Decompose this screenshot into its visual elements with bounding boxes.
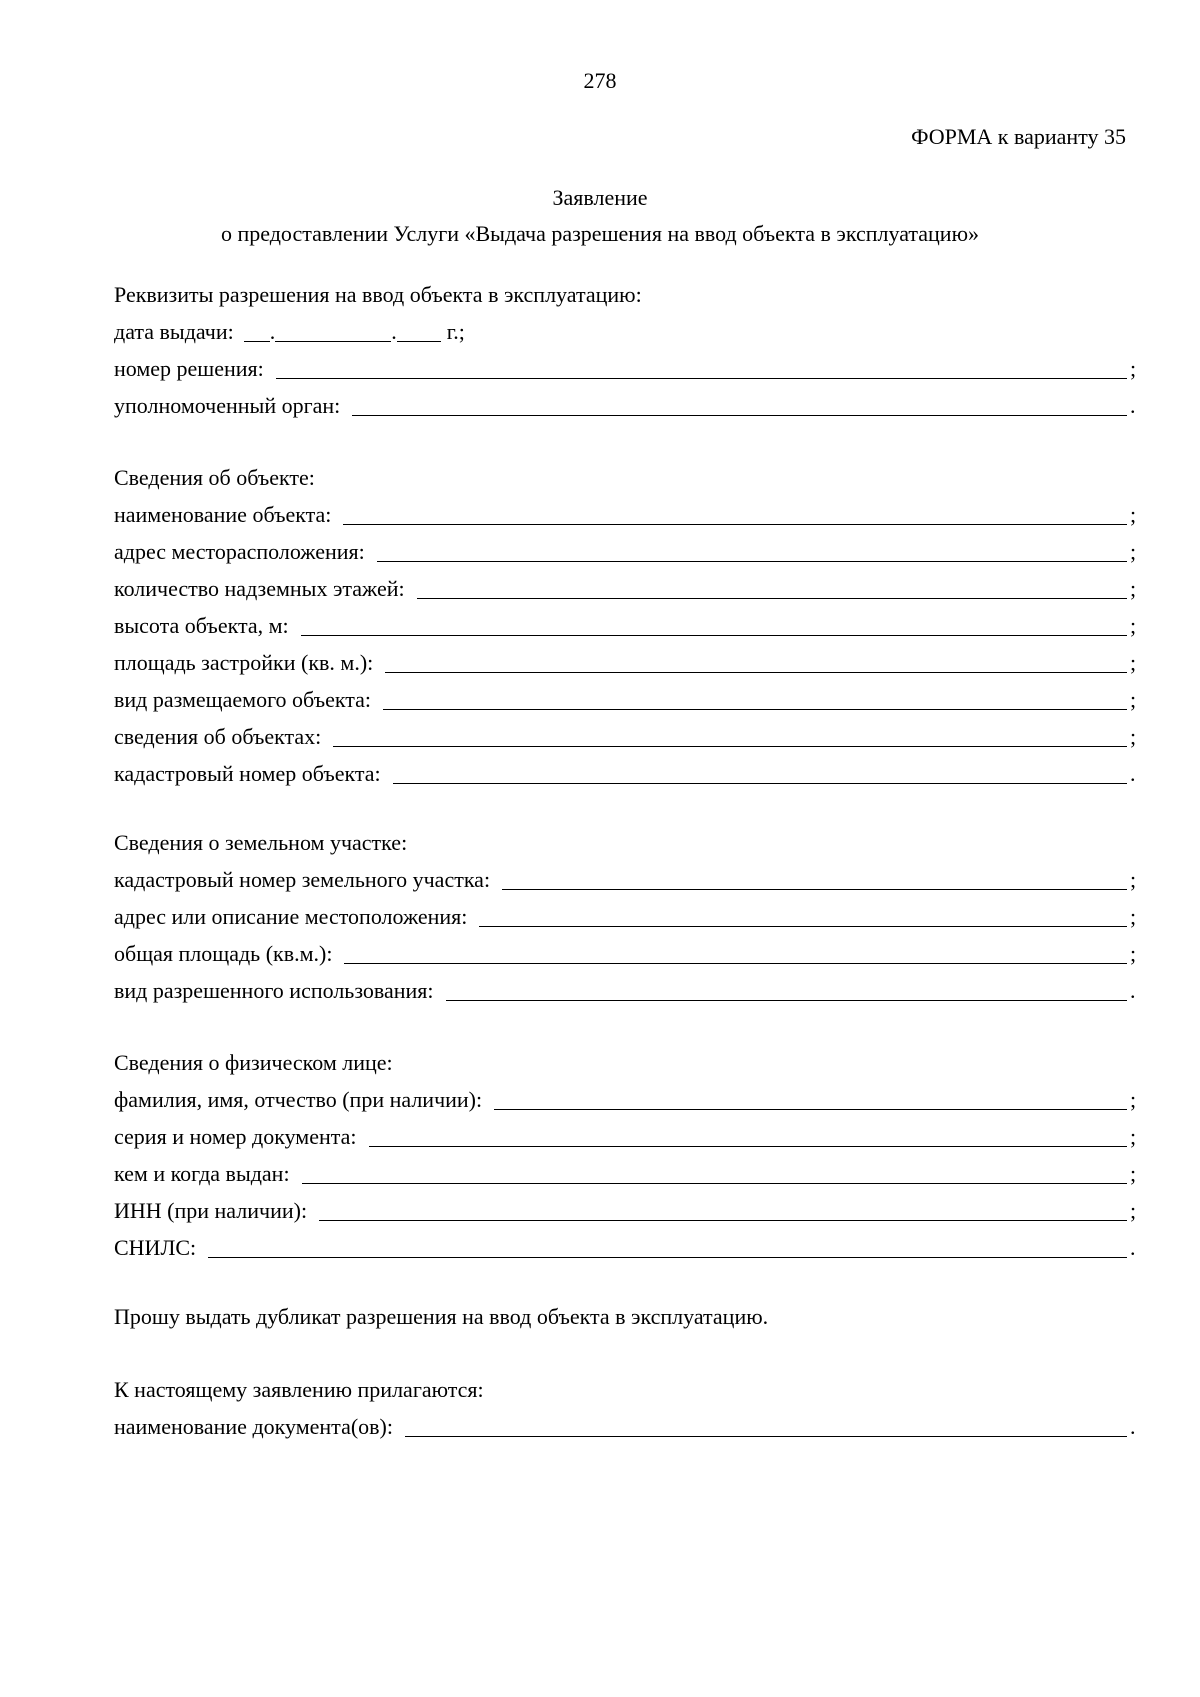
field-terminator: ; (1130, 613, 1137, 638)
fill-in-field[interactable] (385, 645, 1127, 673)
land-section (114, 825, 1140, 1009)
field-label: кадастровый номер объекта: (114, 761, 381, 786)
person-section (114, 1045, 1140, 1266)
field-terminator: . (1130, 1235, 1136, 1260)
attachments-section (114, 1372, 1140, 1445)
field-terminator: ; (1130, 650, 1137, 675)
field-label: наименование объекта: (114, 502, 332, 527)
fill-in-field[interactable] (333, 719, 1127, 747)
field-terminator: ; (1130, 724, 1137, 749)
issue-date-label: дата выдачи: (114, 319, 234, 344)
date-separator: . (269, 319, 276, 344)
person-heading: Сведения о физическом лице: (114, 1050, 393, 1075)
fill-in-field[interactable] (377, 534, 1127, 562)
field-label: кадастровый номер земельного участка: (114, 867, 491, 892)
field-terminator: ; (1130, 356, 1137, 381)
field-terminator: . (1130, 393, 1136, 418)
fill-in-field[interactable] (344, 936, 1127, 964)
form-row (114, 935, 1140, 972)
form-row (114, 755, 1140, 792)
field-terminator: . (1130, 761, 1136, 786)
field-label: уполномоченный орган: (114, 393, 341, 418)
form-row (114, 1192, 1140, 1229)
field-label: количество надземных этажей: (114, 576, 405, 601)
field-label: вид размещаемого объекта: (114, 687, 371, 712)
form-row (114, 718, 1140, 755)
form-row (114, 570, 1140, 607)
document-title (0, 180, 1200, 252)
fill-in-field[interactable] (319, 1193, 1127, 1221)
land-fields (114, 861, 1140, 1009)
field-terminator: ; (1130, 867, 1137, 892)
field-terminator: ; (1130, 904, 1137, 929)
form-row (114, 861, 1140, 898)
field-label: адрес месторасположения: (114, 539, 365, 564)
field-label: высота объекта, м: (114, 613, 289, 638)
field-terminator: . (1130, 1414, 1136, 1439)
fill-in-field[interactable] (301, 608, 1127, 636)
issue-date-year-field[interactable] (397, 314, 441, 342)
fill-in-field[interactable] (479, 899, 1127, 927)
form-row (114, 1229, 1140, 1266)
issue-date-month-field[interactable] (275, 314, 391, 342)
fill-in-field[interactable] (417, 571, 1127, 599)
fill-in-field[interactable] (343, 497, 1127, 525)
year-suffix: г.; (446, 319, 465, 344)
decision-number-field[interactable] (276, 351, 1127, 379)
form-row (114, 350, 1140, 387)
field-label: площадь застройки (кв. м.): (114, 650, 374, 675)
object-fields (114, 496, 1140, 792)
form-row (114, 533, 1140, 570)
page-number: 278 (583, 68, 617, 93)
fill-in-field[interactable] (494, 1082, 1127, 1110)
field-terminator: ; (1130, 502, 1137, 527)
field-label: фамилия, имя, отчество (при наличии): (114, 1087, 483, 1112)
field-terminator: ; (1130, 1087, 1137, 1112)
title-line-1: Заявление (552, 185, 648, 210)
form-row (114, 1081, 1140, 1118)
field-label: общая площадь (кв.м.): (114, 941, 333, 966)
attachments-field[interactable] (405, 1409, 1127, 1437)
form-row (114, 898, 1140, 935)
field-label: адрес или описание местоположения: (114, 904, 468, 929)
date-separator: . (391, 319, 397, 344)
form-row (114, 972, 1140, 1009)
field-label: серия и номер документа: (114, 1124, 357, 1149)
field-terminator: ; (1130, 1161, 1137, 1186)
form-row (114, 496, 1140, 533)
fill-in-field[interactable] (502, 862, 1127, 890)
object-section (114, 460, 1140, 792)
attachments-heading: К настоящему заявлению прилагаются: (114, 1377, 484, 1402)
field-terminator: ; (1130, 1198, 1137, 1223)
object-heading: Сведения об объекте: (114, 465, 315, 490)
fill-in-field[interactable] (446, 973, 1127, 1001)
form-row (114, 681, 1140, 718)
field-label: сведения об объектах: (114, 724, 322, 749)
field-terminator: . (1130, 978, 1136, 1003)
request-text: Прошу выдать дубликат разрешения на ввод объекта в эксплуатацию. (114, 1304, 769, 1329)
fill-in-field[interactable] (369, 1119, 1127, 1147)
form-row (114, 1408, 1140, 1445)
issue-date-row (114, 313, 1140, 350)
permit-section (114, 277, 1140, 424)
fill-in-field[interactable] (208, 1230, 1127, 1258)
field-terminator: ; (1130, 576, 1137, 601)
land-heading: Сведения о земельном участке: (114, 830, 408, 855)
field-terminator: ; (1130, 941, 1137, 966)
fill-in-field[interactable] (383, 682, 1127, 710)
field-terminator: ; (1130, 687, 1137, 712)
field-label: вид разрешенного использования: (114, 978, 434, 1003)
person-fields (114, 1081, 1140, 1266)
fill-in-field[interactable] (302, 1156, 1127, 1184)
field-label: ИНН (при наличии): (114, 1198, 308, 1223)
form-row (114, 644, 1140, 681)
permit-heading: Реквизиты разрешения на ввод объекта в эксплуатацию: (114, 282, 642, 307)
field-label: номер решения: (114, 356, 264, 381)
field-label: наименование документа(ов): (114, 1414, 393, 1439)
form-row (114, 1155, 1140, 1192)
field-terminator: ; (1130, 1124, 1137, 1149)
request-section (114, 1299, 1140, 1335)
issue-date-day-field[interactable] (244, 314, 270, 342)
form-label: ФОРМА к варианту 35 (911, 124, 1126, 149)
form-row (114, 1118, 1140, 1155)
form-row (114, 387, 1140, 424)
form-row (114, 607, 1140, 644)
title-line-2: о предоставлении Услуги «Выдача разрешения на ввод объекта в эксплуатацию» (220, 221, 980, 246)
authority-field[interactable] (352, 388, 1127, 416)
field-label: кем и когда выдан: (114, 1161, 290, 1186)
field-terminator: ; (1130, 539, 1137, 564)
fill-in-field[interactable] (393, 756, 1127, 784)
field-label: СНИЛС: (114, 1235, 197, 1260)
